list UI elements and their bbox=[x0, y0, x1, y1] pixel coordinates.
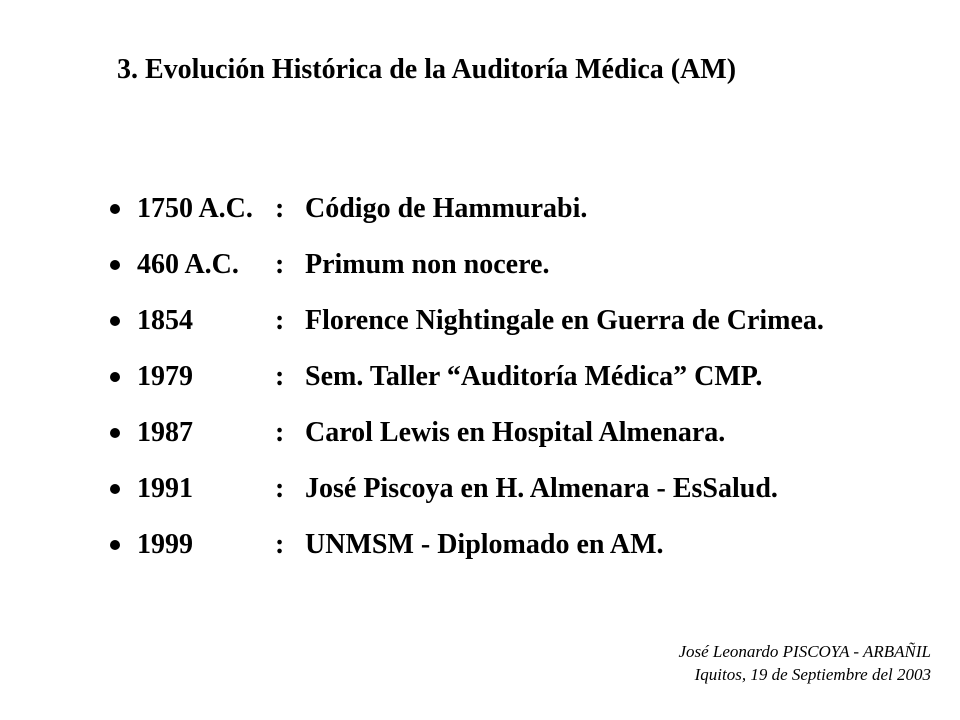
timeline-item bbox=[110, 517, 824, 573]
slide-title: 3. Evolución Histórica de la Auditoría Médica (AM) bbox=[117, 54, 737, 85]
timeline-item bbox=[110, 349, 824, 405]
bullet-icon bbox=[110, 372, 120, 382]
timeline-event: José Piscoya en H. Almenara - EsSalud. bbox=[305, 473, 778, 504]
timeline-event: Código de Hammurabi. bbox=[305, 193, 588, 224]
footer-author: José Leonardo PISCOYA - ARBAÑIL bbox=[678, 642, 931, 661]
timeline-event: Sem. Taller “Auditoría Médica” CMP. bbox=[305, 361, 763, 392]
timeline-separator: : bbox=[275, 473, 285, 504]
timeline-separator: : bbox=[275, 417, 285, 448]
timeline-list bbox=[110, 181, 824, 573]
timeline-year: 1999 bbox=[137, 529, 193, 560]
timeline-year: 1991 bbox=[137, 473, 193, 504]
timeline-item bbox=[110, 405, 824, 461]
footer-place-date: Iquitos, 19 de Septiembre del 2003 bbox=[694, 665, 931, 684]
timeline-year: 460 A.C. bbox=[137, 249, 239, 280]
timeline-year: 1750 A.C. bbox=[137, 193, 253, 224]
timeline-separator: : bbox=[275, 361, 285, 392]
timeline-event: Carol Lewis en Hospital Almenara. bbox=[305, 417, 726, 448]
timeline-separator: : bbox=[275, 529, 285, 560]
timeline-item bbox=[110, 293, 824, 349]
timeline-event: Primum non nocere. bbox=[305, 249, 550, 280]
bullet-icon bbox=[110, 484, 120, 494]
timeline-separator: : bbox=[275, 193, 285, 224]
bullet-icon bbox=[110, 260, 120, 270]
timeline-separator: : bbox=[275, 305, 285, 336]
timeline-year: 1854 bbox=[137, 305, 193, 336]
bullet-icon bbox=[110, 204, 120, 214]
timeline-separator: : bbox=[275, 249, 285, 280]
timeline-item bbox=[110, 461, 824, 517]
timeline-year: 1979 bbox=[137, 361, 193, 392]
bullet-icon bbox=[110, 540, 120, 550]
timeline-item bbox=[110, 181, 824, 237]
bullet-icon bbox=[110, 428, 120, 438]
timeline-event: Florence Nightingale en Guerra de Crimea. bbox=[305, 305, 824, 336]
timeline-item bbox=[110, 237, 824, 293]
bullet-icon bbox=[110, 316, 120, 326]
footer bbox=[678, 640, 931, 686]
timeline-year: 1987 bbox=[137, 417, 193, 448]
timeline-event: UNMSM - Diplomado en AM. bbox=[305, 529, 664, 560]
